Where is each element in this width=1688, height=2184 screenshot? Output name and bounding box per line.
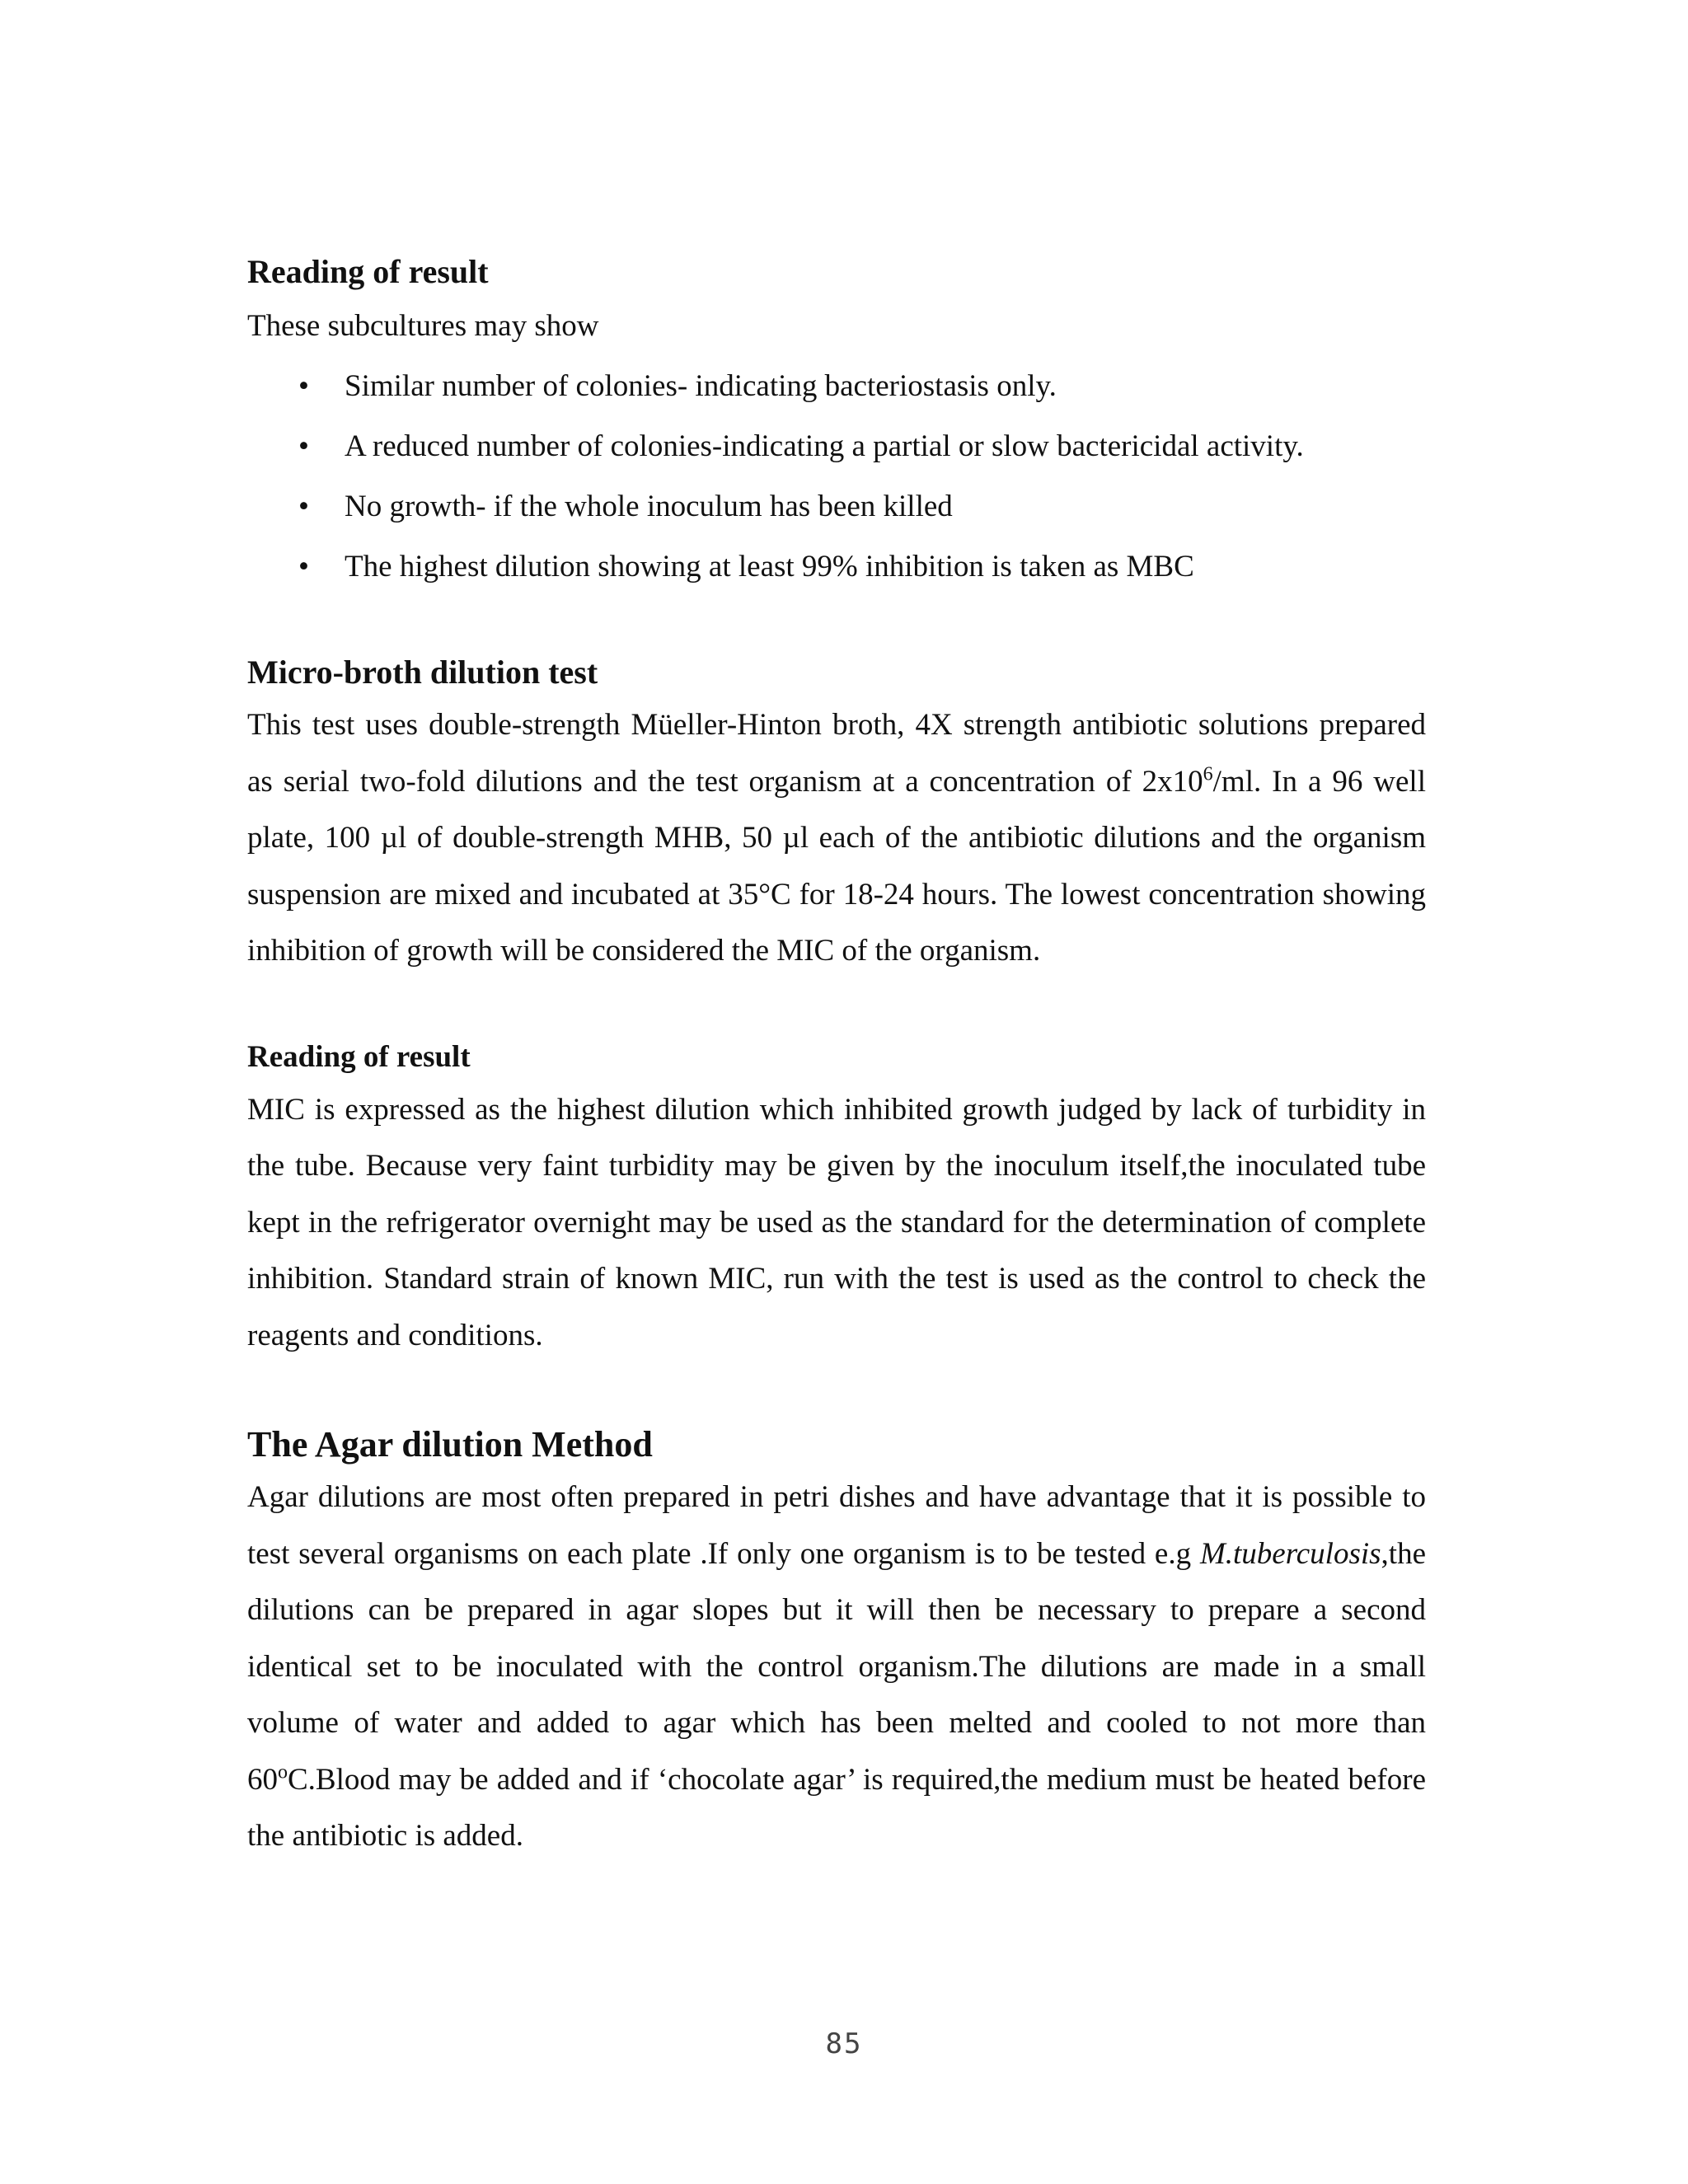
bullet-text: No growth- if the whole inoculum has been killed bbox=[345, 490, 953, 523]
bullet-item bbox=[247, 416, 1426, 476]
section-agar-dilution bbox=[247, 1420, 1426, 1865]
paragraph-text: This test uses double-strength Müeller-Hinton broth, 4X strength antibiotic solutions prepared as serial two-fold dilutions and the test organism at a concentration of 2x10 bbox=[247, 708, 1426, 799]
bullet-icon: • bbox=[298, 429, 309, 463]
superscript: 6 bbox=[1203, 763, 1213, 785]
spacer bbox=[247, 980, 1426, 1033]
section-heading: Reading of result bbox=[247, 253, 489, 290]
spacer bbox=[247, 597, 1426, 648]
section-micro-broth bbox=[247, 648, 1426, 980]
bullet-item bbox=[247, 476, 1426, 537]
paragraph-text: /ml. In a 96 well plate, 100 µl of double-strength MHB, 50 µl each of the antibiotic dilutions and the organism suspension are mixed and incubated at 35°C for 18-24 hours. The lowest concentration showing inhibition of growth will be considered the MIC of the organism. bbox=[247, 764, 1426, 968]
section-heading: The Agar dilution Method bbox=[247, 1424, 653, 1465]
section-reading-result-mic bbox=[247, 1033, 1426, 1365]
paragraph bbox=[247, 1469, 1426, 1865]
species-name: M.tuberculosis bbox=[1199, 1536, 1381, 1571]
bullet-icon: • bbox=[298, 490, 309, 523]
superscript: o bbox=[278, 1761, 288, 1783]
document-page bbox=[247, 247, 1426, 1865]
paragraph-text: ,the dilutions can be prepared in agar slopes but it will then be necessary to prepare a second identical set to be inoculated with the control organism.The dilutions are made in a small volume of water and added to agar which has been melted and cooled to not more than 60 bbox=[247, 1536, 1426, 1797]
paragraph-text: Agar dilutions are most often prepared in petri dishes and have advantage that it is possible to test several organisms on each plate .If only one organism is to be tested e.g bbox=[247, 1480, 1426, 1571]
paragraph: MIC is expressed as the highest dilution which inhibited growth judged by lack of turbidity in the tube. Because very faint turbidity may be given by the inoculum itself,the inoculated tube kept in the refrigerator overnight may be used as the standard for the determination of complete inhibition. Standard strain of known MIC, run with the test is used as the control to check the reagents and conditions. bbox=[247, 1092, 1426, 1352]
intro-text: These subcultures may show bbox=[247, 309, 599, 343]
bullet-item bbox=[247, 537, 1426, 597]
page-number: 85 bbox=[825, 2027, 863, 2060]
paragraph-text: C.Blood may be added and if ‘chocolate agar’ is required,the medium must be heated before the antibiotic is added. bbox=[247, 1762, 1426, 1853]
bullet-icon: • bbox=[298, 550, 309, 583]
result-bullet-list bbox=[247, 356, 1426, 597]
section-reading-result-mbc bbox=[247, 247, 1426, 597]
bullet-item bbox=[247, 356, 1426, 416]
bullet-text: Similar number of colonies- indicating bacteriostasis only. bbox=[345, 369, 1057, 403]
spacer bbox=[247, 1364, 1426, 1420]
bullet-text: The highest dilution showing at least 99% inhibition is taken as MBC bbox=[345, 550, 1194, 583]
section-heading: Micro-broth dilution test bbox=[247, 654, 598, 691]
bullet-text: A reduced number of colonies-indicating a partial or slow bactericidal activity. bbox=[345, 429, 1304, 463]
bullet-icon: • bbox=[298, 369, 309, 403]
paragraph bbox=[247, 697, 1426, 980]
subsection-heading: Reading of result bbox=[247, 1039, 471, 1074]
